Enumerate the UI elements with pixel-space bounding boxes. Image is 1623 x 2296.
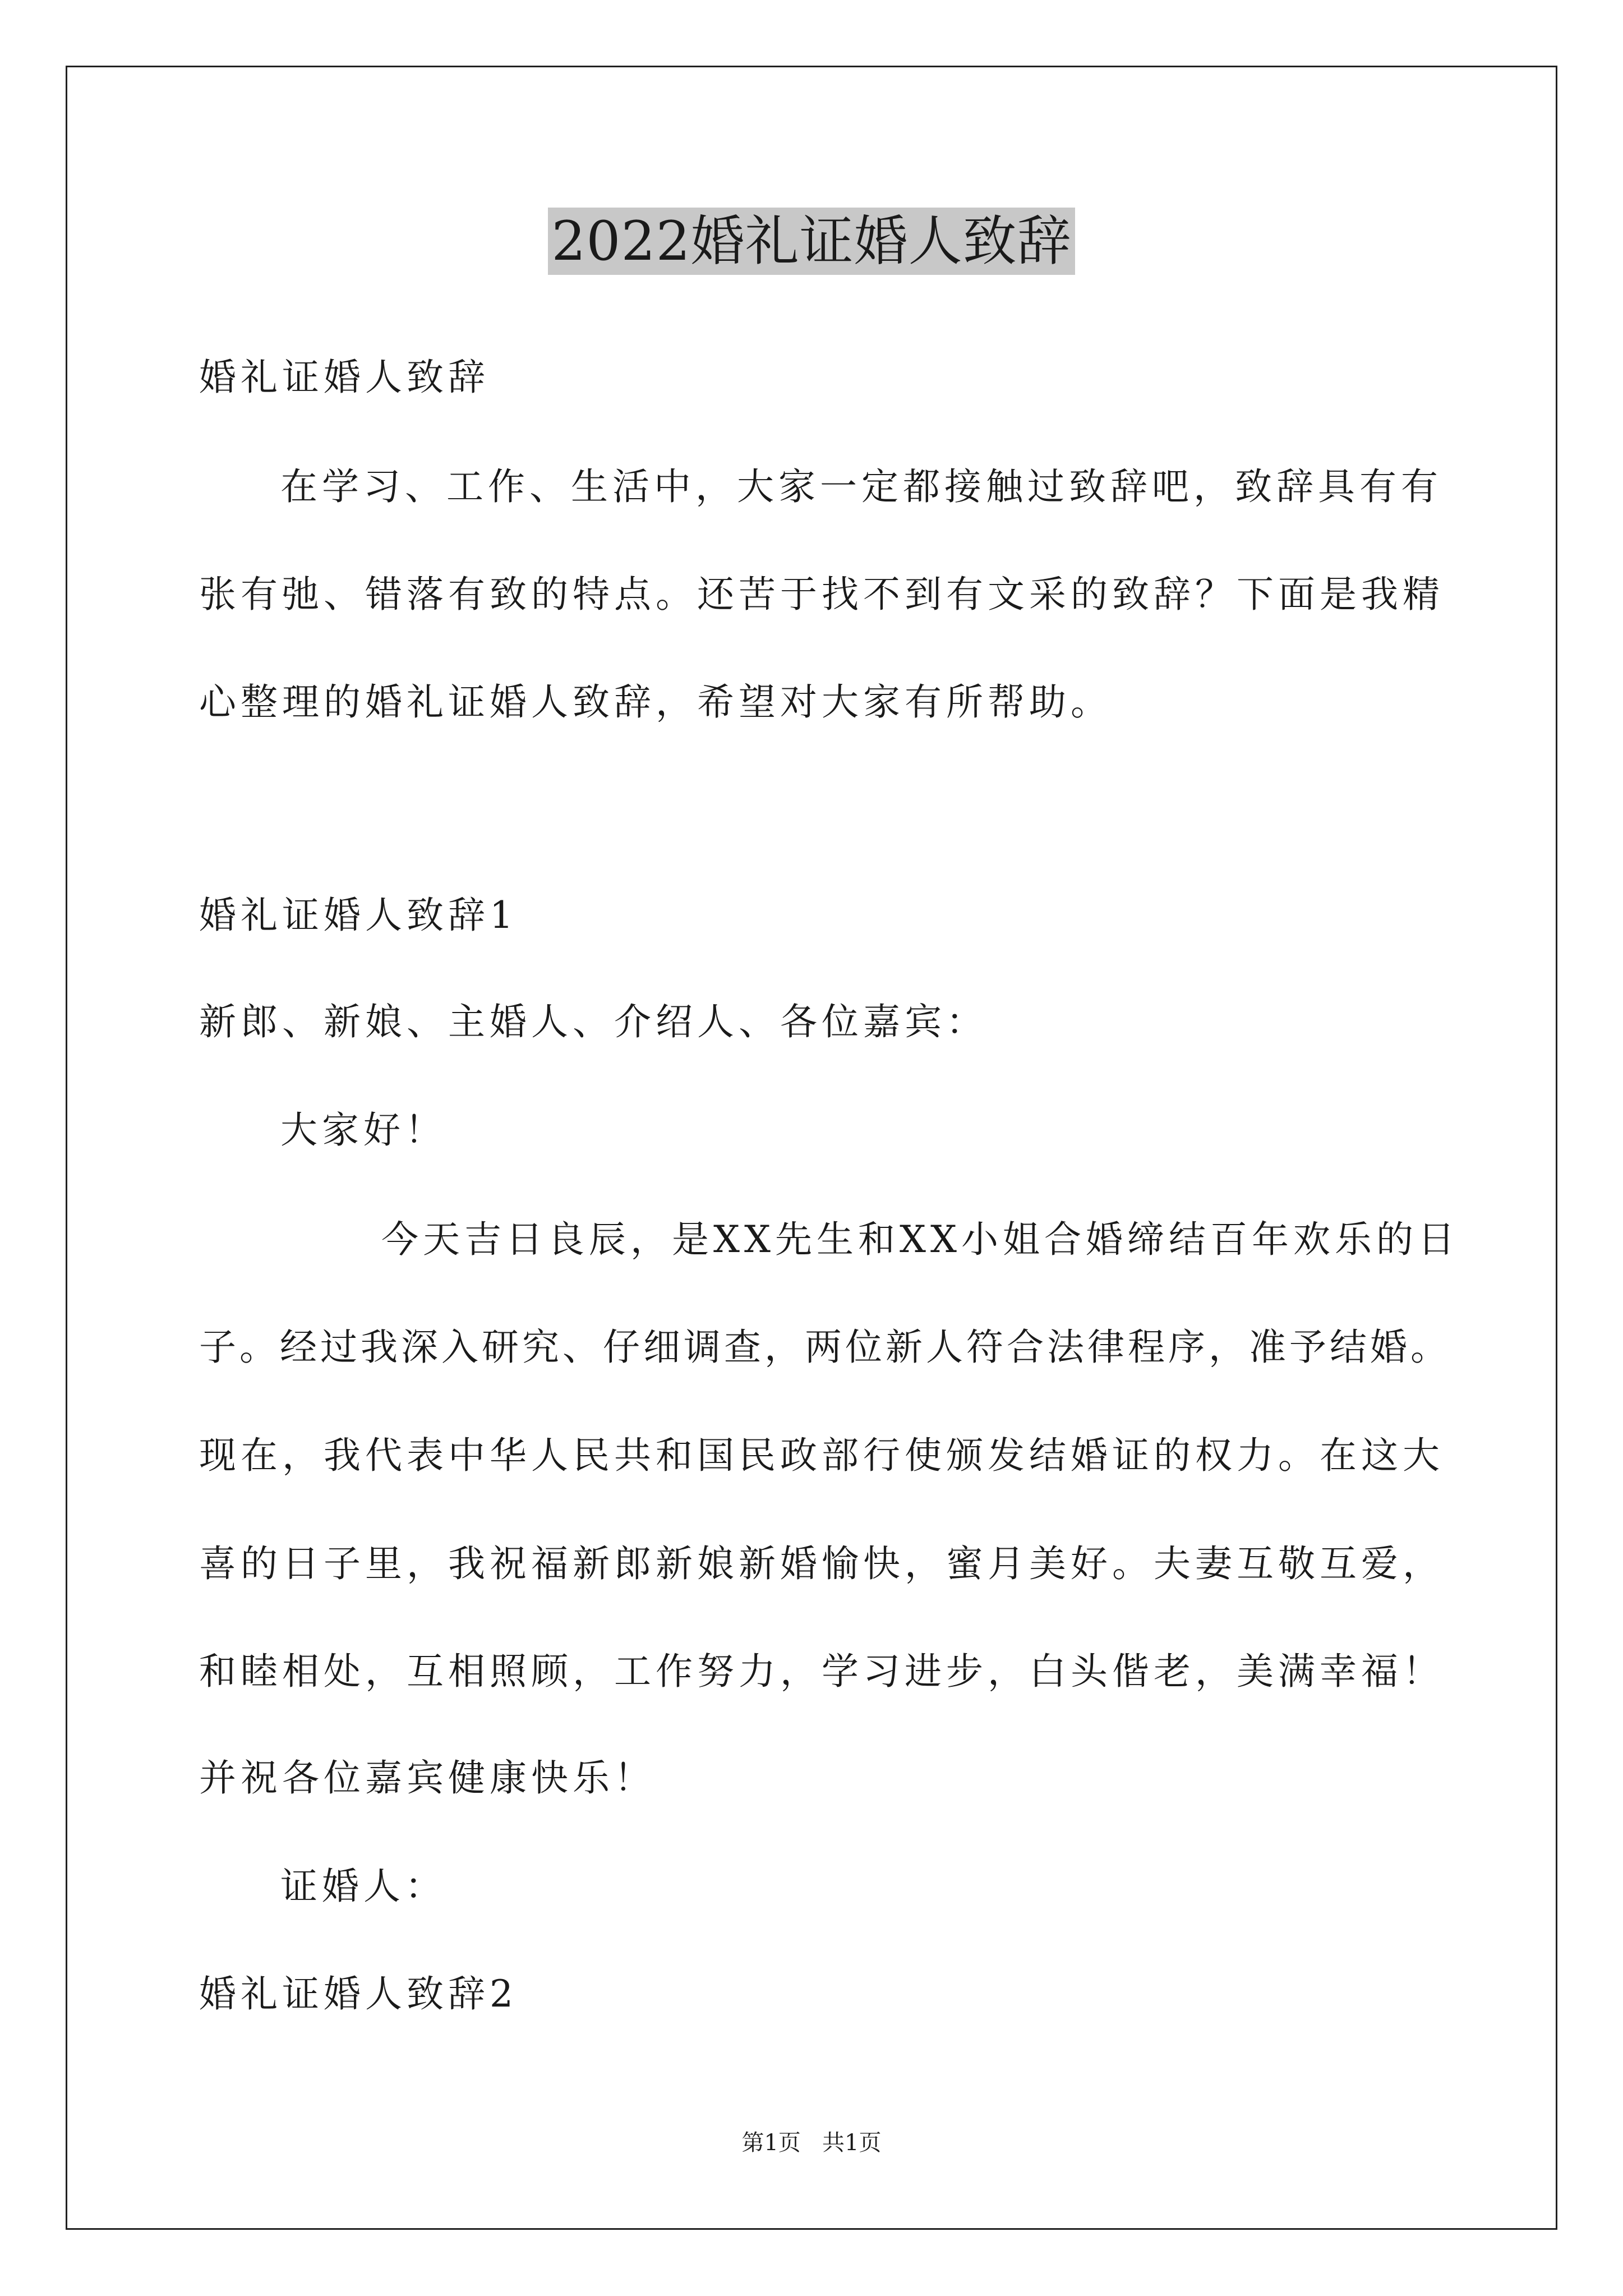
section-heading-1: 婚礼证婚人致辞1	[199, 894, 518, 937]
body-line-6: 并祝各位嘉宾健康快乐！	[199, 1756, 656, 1800]
intro-line-3: 心整理的婚礼证婚人致辞，希望对大家有所帮助。	[199, 680, 1112, 724]
body-line-5: 和睦相处，互相照顾，工作努力，学习进步，白头偕老，美满幸福！	[199, 1650, 1444, 1693]
body-line-2: 子。经过我深入研究、仔细调查，两位新人符合法律程序，准予结婚。	[199, 1326, 1451, 1369]
body-line-4: 喜的日子里，我祝福新郎新娘新婚愉快，蜜月美好。夫妻互敬互爱，	[199, 1542, 1444, 1585]
intro-line-1: 在学习、工作、生活中，大家一定都接触过致辞吧，致辞具有有	[280, 465, 1442, 508]
title-container	[0, 208, 1623, 275]
witness-signature-line: 证婚人：	[280, 1865, 446, 1908]
body-line-1: 今天吉日良辰，是XX先生和XX小姐合婚缔结百年欢乐的日	[381, 1218, 1459, 1261]
salutation-line: 新郎、新娘、主婚人、介绍人、各位嘉宾：	[199, 1000, 988, 1043]
document-title: 2022婚礼证婚人致辞	[548, 208, 1075, 275]
section-heading-2: 婚礼证婚人致辞2	[199, 1972, 518, 2016]
intro-line-2: 张有弛、错落有致的特点。还苦于找不到有文采的致辞？下面是我精	[199, 573, 1444, 616]
body-line-3: 现在，我代表中华人民共和国民政部行使颁发结婚证的权力。在这大	[199, 1434, 1444, 1477]
page-footer: 第1页 共1页	[741, 2130, 882, 2156]
subtitle-line: 婚礼证婚人致辞	[199, 356, 490, 399]
greeting-line: 大家好！	[280, 1108, 446, 1152]
